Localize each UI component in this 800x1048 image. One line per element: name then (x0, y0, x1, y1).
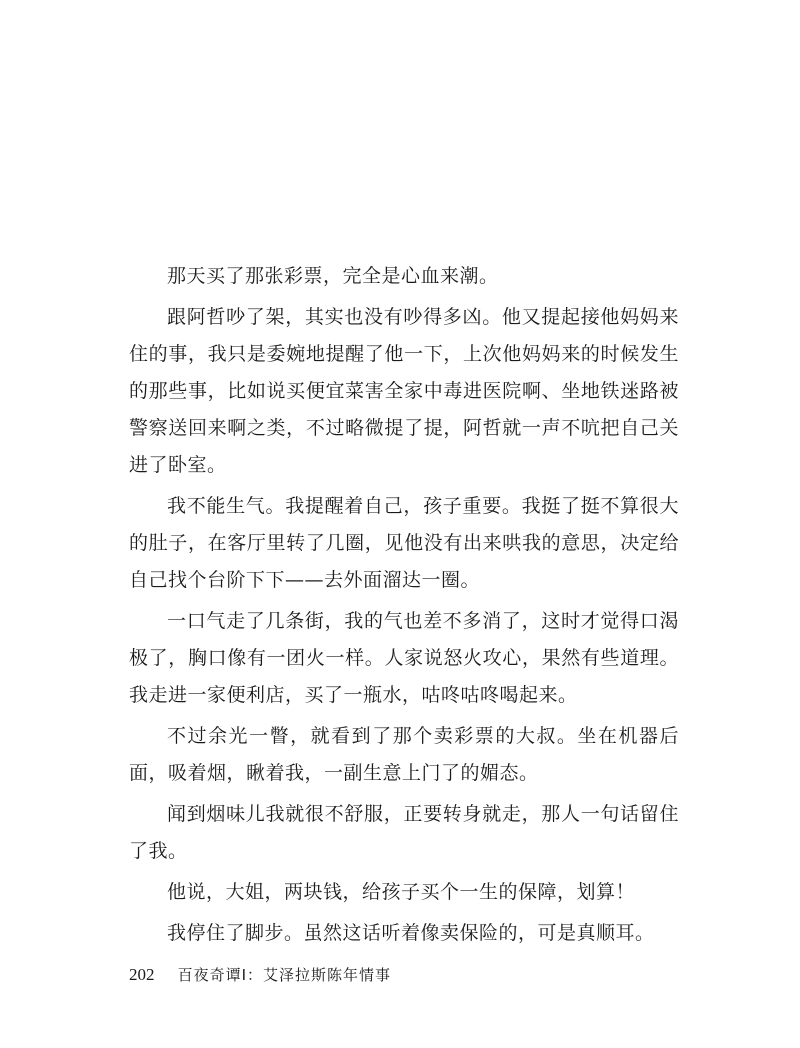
paragraph: 闻到烟味儿我就很不舒服，正要转身就走，那人一句话留住了我。 (129, 803, 679, 862)
paragraph: 一口气走了几条街，我的气也差不多消了，这时才觉得口渴极了，胸口像有一团火一样。人家说怒火攻心，果然有些道理。我走进一家便利店，买了一瓶水，咕咚咕咚喝起来。 (129, 610, 679, 706)
page-number: 202 (129, 965, 155, 984)
paragraph: 那天买了那张彩票，完全是心血来潮。 (167, 265, 499, 287)
page-footer (129, 965, 391, 985)
page-body (129, 258, 679, 956)
paragraph: 跟阿哲吵了架，其实也没有吵得多凶。他又提起接他妈妈来住的事，我只是委婉地提醒了他一下，上次他妈妈来的时候发生的那些事，比如说买便宜菜害全家中毒进医院啊、坐地铁迷路被警察送回来啊之类，不过略微提了提，阿哲就一声不吭把自己关进了卧室。 (129, 306, 679, 476)
paragraph: 不过余光一瞥，就看到了那个卖彩票的大叔。坐在机器后面，吸着烟，瞅着我，一副生意上门了的媚态。 (129, 725, 679, 784)
paragraph: 我不能生气。我提醒着自己，孩子重要。我挺了挺不算很大的肚子，在客厅里转了几圈，见他没有出来哄我的意思，决定给自己找个台阶下下——去外面溜达一圈。 (129, 495, 679, 591)
paragraph: 他说，大姐，两块钱，给孩子买个一生的保障，划算！ (167, 881, 636, 903)
running-title: 百夜奇谭Ⅰ：艾泽拉斯陈年情事 (177, 966, 392, 984)
paragraph: 我停住了脚步。虽然这话听着像卖保险的，可是真顺耳。 (167, 922, 655, 944)
